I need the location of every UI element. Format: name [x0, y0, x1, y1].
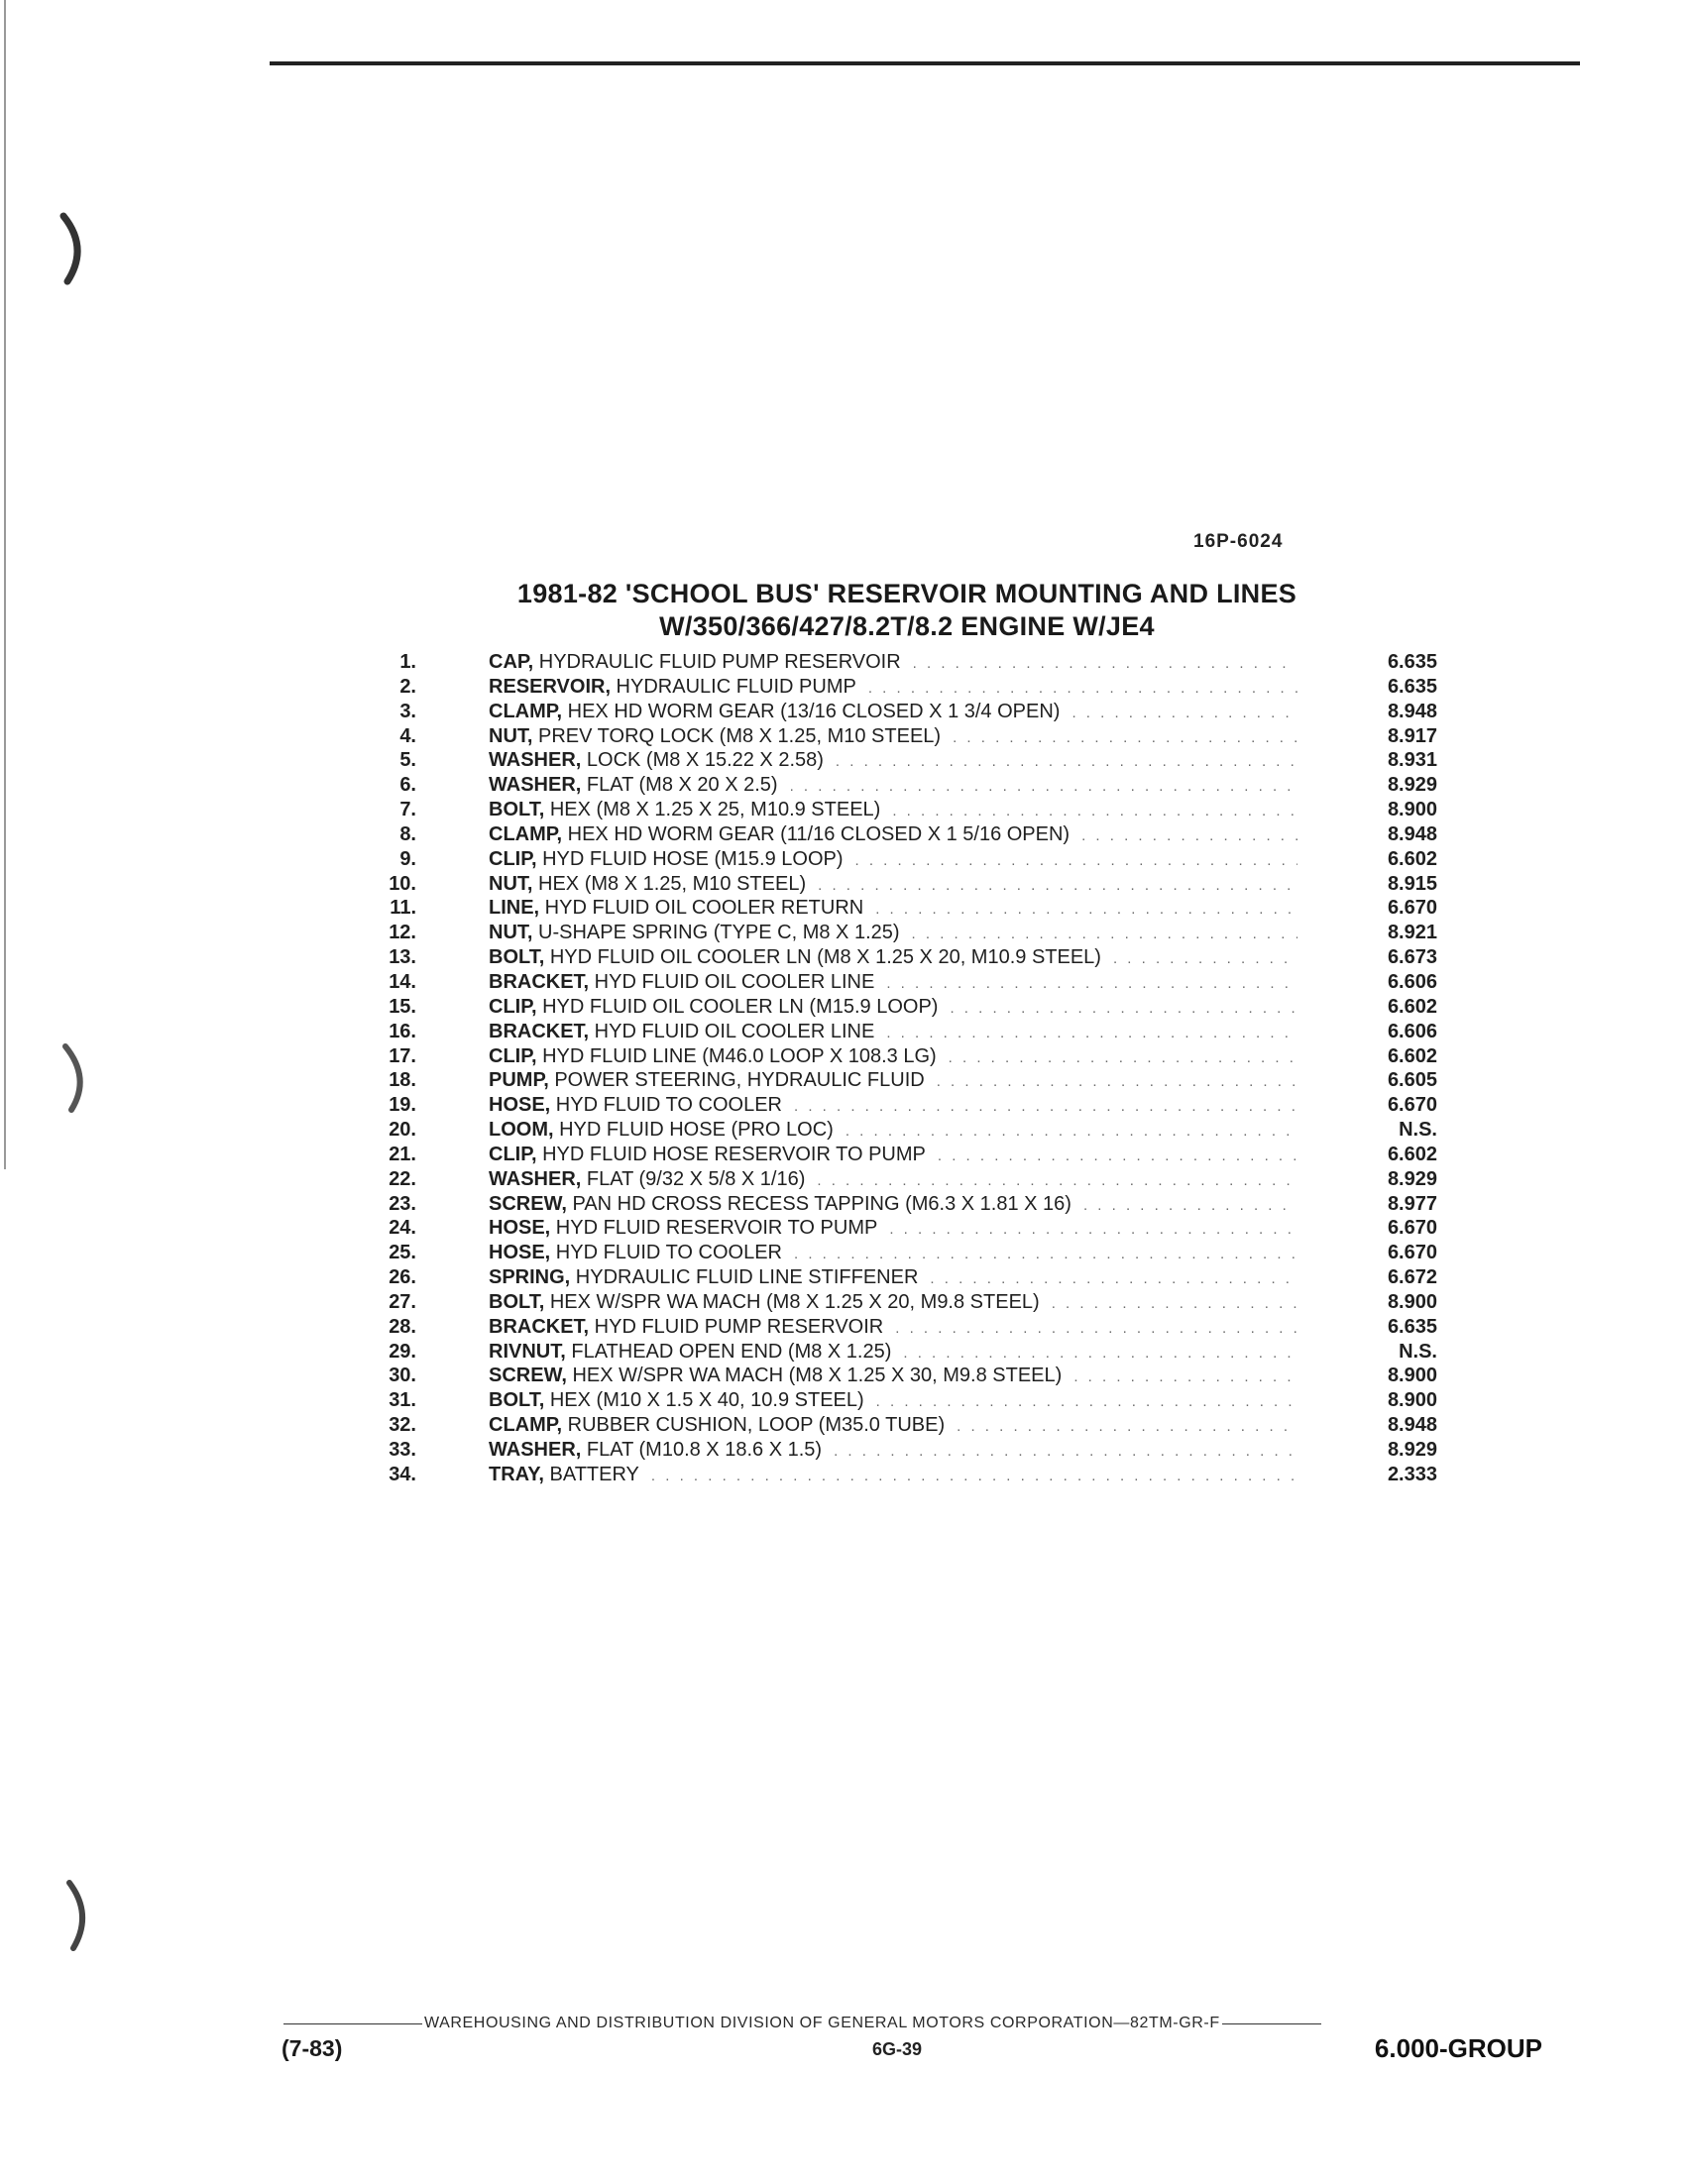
- part-description: [489, 1044, 1303, 1070]
- part-detail: HEX (M8 X 1.25, M10 STEEL): [532, 872, 807, 895]
- dot-leader: [937, 1070, 1297, 1094]
- part-detail: HYD FLUID HOSE RESERVOIR TO PUMP: [536, 1143, 926, 1165]
- part-name: BRACKET,: [489, 1020, 590, 1042]
- part-name: BOLT,: [489, 1290, 545, 1313]
- part-description: [489, 945, 1303, 971]
- part-name: NUT,: [489, 724, 533, 747]
- part-row: [367, 1340, 1447, 1365]
- punch-hole-middle: [57, 1038, 97, 1118]
- part-description: [489, 1192, 1303, 1218]
- part-description: [489, 1315, 1303, 1341]
- group-reference: 8.900: [1387, 1365, 1437, 1387]
- part-description: [489, 921, 1303, 946]
- part-number: 20.: [389, 1119, 416, 1142]
- part-detail: FLAT (M8 X 20 X 2.5): [581, 774, 778, 797]
- group-reference: 6.635: [1387, 1315, 1437, 1338]
- part-description: [489, 896, 1303, 922]
- part-detail: HYD FLUID OIL COOLER RETURN: [539, 897, 864, 920]
- part-number: 33.: [389, 1439, 416, 1461]
- group-reference: N.S.: [1399, 1119, 1437, 1142]
- part-number: 16.: [389, 1020, 416, 1042]
- part-detail: HYD FLUID TO COOLER: [550, 1094, 782, 1117]
- dot-leader: [895, 1317, 1297, 1341]
- dot-leader: [818, 874, 1297, 898]
- part-number: 4.: [399, 724, 416, 747]
- dot-leader: [912, 923, 1297, 946]
- figure-number: 16P-6024: [1193, 531, 1284, 552]
- binder-edge: [4, 0, 6, 1169]
- group-reference: 8.921: [1387, 922, 1437, 944]
- dot-leader: [1083, 1194, 1297, 1218]
- part-row: [367, 1044, 1447, 1069]
- part-number: 25.: [389, 1242, 416, 1264]
- part-row: [367, 1192, 1447, 1217]
- part-row: [367, 1364, 1447, 1388]
- part-row: [367, 822, 1447, 847]
- part-name: RESERVOIR,: [489, 675, 611, 698]
- part-row: [367, 995, 1447, 1020]
- part-detail: HEX W/SPR WA MACH (M8 X 1.25 X 20, M9.8 STEEL): [544, 1290, 1040, 1313]
- part-detail: LOCK (M8 X 15.22 X 2.58): [581, 749, 824, 772]
- part-row: [367, 1068, 1447, 1093]
- group-reference: 8.931: [1387, 749, 1437, 772]
- part-description: [489, 1143, 1303, 1168]
- part-number: 31.: [389, 1389, 416, 1412]
- part-number: 29.: [389, 1340, 416, 1363]
- dot-leader: [876, 1390, 1297, 1414]
- group-reference: 8.900: [1387, 1389, 1437, 1412]
- part-name: CLIP,: [489, 1143, 537, 1165]
- dot-leader: [868, 677, 1297, 701]
- header-rule: [270, 61, 1580, 65]
- part-description: [489, 995, 1303, 1021]
- dot-leader: [949, 1046, 1297, 1070]
- part-detail: HYD FLUID PUMP RESERVOIR: [589, 1315, 884, 1338]
- group-reference: 6.602: [1387, 847, 1437, 870]
- part-number: 8.: [399, 822, 416, 845]
- group-reference: 2.333: [1387, 1463, 1437, 1485]
- part-row: [367, 700, 1447, 724]
- part-description: [489, 798, 1303, 823]
- dot-leader: [930, 1267, 1297, 1291]
- dot-leader: [889, 1218, 1297, 1242]
- group-reference: 6.602: [1387, 995, 1437, 1018]
- part-name: CLAMP,: [489, 1414, 563, 1437]
- part-number: 13.: [389, 946, 416, 969]
- part-row: [367, 1315, 1447, 1340]
- part-detail: RUBBER CUSHION, LOOP (M35.0 TUBE): [562, 1414, 946, 1437]
- part-number: 12.: [389, 922, 416, 944]
- page-subtitle: W/350/366/427/8.2T/8.2 ENGINE W/JE4: [659, 611, 1155, 641]
- part-description: [489, 1216, 1303, 1242]
- part-name: CAP,: [489, 651, 534, 673]
- dot-leader: [903, 1342, 1297, 1365]
- group-reference: 6.673: [1387, 946, 1437, 969]
- part-number: 28.: [389, 1315, 416, 1338]
- part-number: 15.: [389, 995, 416, 1018]
- group-reference: 6.602: [1387, 1143, 1437, 1165]
- part-number: 10.: [389, 872, 416, 895]
- part-description: [489, 1364, 1303, 1389]
- part-detail: FLAT (M10.8 X 18.6 X 1.5): [581, 1439, 823, 1461]
- part-detail: HYDRAULIC FLUID PUMP RESERVOIR: [533, 651, 901, 673]
- group-reference: 6.672: [1387, 1266, 1437, 1289]
- part-row: [367, 1413, 1447, 1438]
- punch-hole-top: [57, 208, 97, 287]
- part-row: [367, 847, 1447, 872]
- part-number: 2.: [399, 675, 416, 698]
- part-detail: PAN HD CROSS RECESS TAPPING (M6.3 X 1.81 X 16): [566, 1192, 1071, 1215]
- part-name: CLAMP,: [489, 822, 563, 845]
- part-name: WASHER,: [489, 774, 582, 797]
- group-reference: 8.977: [1387, 1192, 1437, 1215]
- group-reference: 6.635: [1387, 675, 1437, 698]
- part-detail: HYD FLUID HOSE (PRO LOC): [553, 1119, 834, 1142]
- part-row: [367, 1265, 1447, 1290]
- part-number: 26.: [389, 1266, 416, 1289]
- part-detail: FLAT (9/32 X 5/8 X 1/16): [581, 1167, 806, 1190]
- part-row: [367, 1241, 1447, 1265]
- part-detail: HYD FLUID OIL COOLER LN (M8 X 1.25 X 20, M10.9 STEEL): [544, 946, 1101, 969]
- group-reference: 6.670: [1387, 1094, 1437, 1117]
- part-description: [489, 872, 1303, 898]
- part-detail: FLATHEAD OPEN END (M8 X 1.25): [565, 1340, 892, 1363]
- group-reference: 8.948: [1387, 822, 1437, 845]
- part-number: 5.: [399, 749, 416, 772]
- group-reference: 8.900: [1387, 799, 1437, 821]
- part-name: LOOM,: [489, 1119, 554, 1142]
- part-number: 22.: [389, 1167, 416, 1190]
- part-name: SCREW,: [489, 1365, 567, 1387]
- dot-leader: [794, 1243, 1297, 1266]
- part-description: [489, 822, 1303, 848]
- part-number: 30.: [389, 1365, 416, 1387]
- dot-leader: [957, 1415, 1297, 1439]
- part-description: [489, 1265, 1303, 1291]
- part-number: 19.: [389, 1094, 416, 1117]
- group-reference: 8.915: [1387, 872, 1437, 895]
- part-description: [489, 1290, 1303, 1316]
- group-reference: 8.929: [1387, 1439, 1437, 1461]
- part-detail: HYDRAULIC FLUID LINE STIFFENER: [570, 1266, 919, 1289]
- part-name: CLIP,: [489, 1044, 537, 1067]
- part-detail: HEX (M8 X 1.25 X 25, M10.9 STEEL): [544, 799, 881, 821]
- part-description: [489, 700, 1303, 725]
- part-number: 27.: [389, 1290, 416, 1313]
- part-description: [489, 1438, 1303, 1464]
- part-number: 18.: [389, 1069, 416, 1092]
- part-detail: HEX HD WORM GEAR (13/16 CLOSED X 1 3/4 OPEN): [562, 700, 1061, 722]
- group-reference: 6.602: [1387, 1044, 1437, 1067]
- part-row: [367, 1020, 1447, 1044]
- dot-leader: [875, 898, 1297, 922]
- dot-leader: [1052, 1292, 1297, 1316]
- group-reference: 6.670: [1387, 1242, 1437, 1264]
- group-reference: 6.670: [1387, 1217, 1437, 1240]
- group-reference: 6.606: [1387, 1020, 1437, 1042]
- part-row: [367, 1216, 1447, 1241]
- part-name: BOLT,: [489, 946, 545, 969]
- dot-leader: [794, 1095, 1297, 1119]
- part-description: [489, 1020, 1303, 1045]
- group-reference: 8.917: [1387, 724, 1437, 747]
- part-detail: HYD FLUID OIL COOLER LN (M15.9 LOOP): [536, 995, 939, 1018]
- part-row: [367, 1093, 1447, 1118]
- part-number: 32.: [389, 1414, 416, 1437]
- part-name: NUT,: [489, 922, 533, 944]
- group-reference: 8.948: [1387, 1414, 1437, 1437]
- part-detail: POWER STEERING, HYDRAULIC FLUID: [548, 1069, 925, 1092]
- group-reference: 6.605: [1387, 1069, 1437, 1092]
- dot-leader: [892, 800, 1297, 823]
- part-name: LINE,: [489, 897, 540, 920]
- part-name: WASHER,: [489, 749, 582, 772]
- part-row: [367, 773, 1447, 798]
- dot-leader: [950, 997, 1297, 1021]
- part-row: [367, 748, 1447, 773]
- group-reference: 6.670: [1387, 897, 1437, 920]
- part-name: HOSE,: [489, 1217, 551, 1240]
- dot-leader: [651, 1465, 1297, 1488]
- group-reference: 8.900: [1387, 1290, 1437, 1313]
- part-row: [367, 1438, 1447, 1463]
- part-row: [367, 675, 1447, 700]
- part-description: [489, 773, 1303, 799]
- part-name: CLIP,: [489, 847, 537, 870]
- part-detail: HYD FLUID RESERVOIR TO PUMP: [550, 1217, 878, 1240]
- part-number: 3.: [399, 700, 416, 722]
- group-reference: 8.929: [1387, 1167, 1437, 1190]
- group-reference: 6.606: [1387, 970, 1437, 993]
- group-reference: 8.948: [1387, 700, 1437, 722]
- part-row: [367, 1290, 1447, 1315]
- part-name: BOLT,: [489, 799, 545, 821]
- footer-rule-left: [283, 2023, 422, 2024]
- part-row: [367, 896, 1447, 921]
- part-row: [367, 1118, 1447, 1143]
- part-number: 11.: [390, 897, 416, 920]
- part-detail: HEX (M10 X 1.5 X 40, 10.9 STEEL): [544, 1389, 864, 1412]
- part-row: [367, 970, 1447, 995]
- part-row: [367, 921, 1447, 945]
- part-number: 14.: [389, 970, 416, 993]
- dot-leader: [834, 1440, 1297, 1464]
- part-name: TRAY,: [489, 1463, 544, 1485]
- dot-leader: [913, 652, 1297, 676]
- part-number: 6.: [399, 774, 416, 797]
- part-detail: HYD FLUID HOSE (M15.9 LOOP): [536, 847, 844, 870]
- part-number: 17.: [389, 1044, 416, 1067]
- part-detail: HEX HD WORM GEAR (11/16 CLOSED X 1 5/16 OPEN): [562, 822, 1071, 845]
- part-name: BRACKET,: [489, 1315, 590, 1338]
- group-reference: N.S.: [1399, 1340, 1437, 1363]
- punch-hole-bottom: [57, 1875, 97, 1954]
- part-name: BOLT,: [489, 1389, 545, 1412]
- part-name: WASHER,: [489, 1439, 582, 1461]
- part-name: SCREW,: [489, 1192, 567, 1215]
- part-row: [367, 650, 1447, 675]
- dot-leader: [790, 775, 1297, 799]
- part-description: [489, 1118, 1303, 1144]
- part-description: [489, 1463, 1303, 1488]
- page-number: 6G-39: [872, 2039, 923, 2059]
- dot-leader: [817, 1169, 1297, 1193]
- part-row: [367, 872, 1447, 897]
- part-name: WASHER,: [489, 1167, 582, 1190]
- part-name: SPRING,: [489, 1266, 571, 1289]
- group-reference: 6.635: [1387, 651, 1437, 673]
- part-row: [367, 798, 1447, 822]
- page-title: 1981-82 'SCHOOL BUS' RESERVOIR MOUNTING AND LINES: [516, 579, 1297, 608]
- part-description: [489, 1340, 1303, 1365]
- group-reference: 8.929: [1387, 774, 1437, 797]
- part-detail: PREV TORQ LOCK (M8 X 1.25, M10 STEEL): [532, 724, 942, 747]
- dot-leader: [886, 1022, 1297, 1045]
- dot-leader: [953, 726, 1297, 750]
- part-number: 23.: [389, 1192, 416, 1215]
- dot-leader: [1071, 702, 1297, 725]
- dot-leader: [1081, 824, 1297, 848]
- part-number: 7.: [399, 799, 416, 821]
- part-row: [367, 945, 1447, 970]
- part-number: 1.: [399, 651, 416, 673]
- part-detail: HYD FLUID LINE (M46.0 LOOP X 108.3 LG): [536, 1044, 937, 1067]
- part-description: [489, 748, 1303, 774]
- part-description: [489, 1388, 1303, 1414]
- part-description: [489, 1093, 1303, 1119]
- dot-leader: [836, 750, 1297, 774]
- part-detail: U-SHAPE SPRING (TYPE C, M8 X 1.25): [532, 922, 900, 944]
- part-number: 21.: [389, 1143, 416, 1165]
- publisher-text: WAREHOUSING AND DISTRIBUTION DIVISION OF GENERAL MOTORS CORPORATION—82TM-GR-F: [424, 2015, 1220, 2031]
- part-name: HOSE,: [489, 1242, 551, 1264]
- dot-leader: [846, 1120, 1297, 1144]
- dot-leader: [1073, 1365, 1297, 1389]
- part-row: [367, 724, 1447, 749]
- part-detail: HYD FLUID TO COOLER: [550, 1242, 782, 1264]
- dot-leader: [1113, 947, 1297, 971]
- parts-list: [367, 650, 1447, 1487]
- part-detail: BATTERY: [543, 1463, 639, 1485]
- part-description: [489, 970, 1303, 996]
- footer-rule-right: [1222, 2023, 1321, 2024]
- part-name: NUT,: [489, 872, 533, 895]
- part-row: [367, 1167, 1447, 1192]
- part-number: 9.: [399, 847, 416, 870]
- part-name: RIVNUT,: [489, 1340, 566, 1363]
- part-name: HOSE,: [489, 1094, 551, 1117]
- dot-leader: [855, 849, 1297, 873]
- part-description: [489, 1167, 1303, 1193]
- part-name: CLIP,: [489, 995, 537, 1018]
- part-detail: HYDRAULIC FLUID PUMP: [611, 675, 856, 698]
- part-description: [489, 650, 1303, 676]
- revision-date: (7-83): [282, 2035, 343, 2061]
- part-description: [489, 675, 1303, 701]
- part-number: 24.: [389, 1217, 416, 1240]
- part-description: [489, 1413, 1303, 1439]
- group-code: 6.000-GROUP: [1374, 2033, 1542, 2063]
- part-detail: HYD FLUID OIL COOLER LINE: [589, 1020, 875, 1042]
- part-description: [489, 724, 1303, 750]
- part-detail: HYD FLUID OIL COOLER LINE: [589, 970, 875, 993]
- dot-leader: [938, 1145, 1297, 1168]
- part-name: CLAMP,: [489, 700, 563, 722]
- part-row: [367, 1388, 1447, 1413]
- part-name: PUMP,: [489, 1069, 549, 1092]
- part-description: [489, 1241, 1303, 1266]
- part-number: 34.: [389, 1463, 416, 1485]
- publisher-footer: [282, 2015, 1542, 2032]
- part-row: [367, 1143, 1447, 1167]
- part-description: [489, 847, 1303, 873]
- part-row: [367, 1463, 1447, 1487]
- part-name: BRACKET,: [489, 970, 590, 993]
- part-detail: HEX W/SPR WA MACH (M8 X 1.25 X 30, M9.8 STEEL): [566, 1365, 1063, 1387]
- part-description: [489, 1068, 1303, 1094]
- dot-leader: [886, 972, 1297, 996]
